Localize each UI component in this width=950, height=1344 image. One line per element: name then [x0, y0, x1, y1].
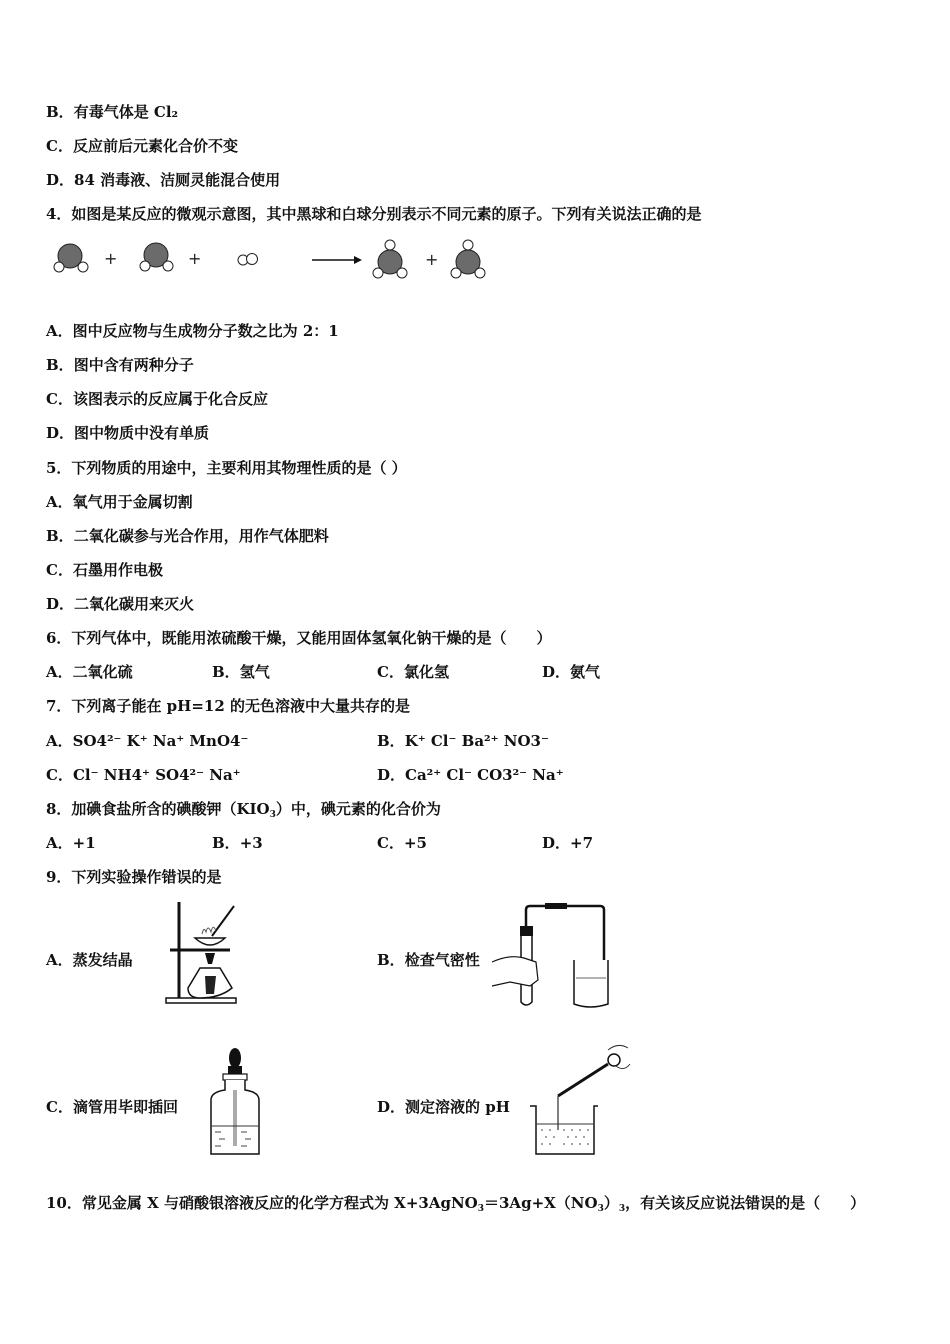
subscript: 3 — [269, 810, 276, 820]
option-letter: A． — [46, 951, 73, 969]
option-text: 图中物质中没有单质 — [74, 424, 210, 442]
q4-stem: 4．如图是某反应的微观示意图，其中黑球和白球分别表示不同元素的原子。下列有关说法正确的是 — [46, 205, 702, 223]
diatomic-molecule-icon — [238, 254, 258, 266]
option-letter: D． — [46, 424, 75, 442]
q7-option-b — [377, 731, 549, 751]
q5-option-a — [46, 492, 193, 512]
reaction-arrow-icon — [312, 256, 362, 264]
option-text: 反应前后元素化合价不变 — [72, 137, 238, 155]
q5-option-b — [46, 526, 329, 546]
subscript: 3 — [477, 1204, 484, 1214]
option-letter: A． — [46, 493, 73, 511]
q6-option-a — [46, 662, 133, 682]
option-text: 有毒气体是 Cl₂ — [73, 103, 179, 121]
q6-option-c — [377, 662, 449, 682]
option-text: +1 — [72, 834, 96, 852]
q6-stem: 6．下列气体中，既能用浓硫酸干燥，又能用固体氢氧化钠干燥的是（ ） — [46, 629, 552, 647]
option-letter: B． — [46, 527, 74, 545]
option-letter: C． — [46, 1098, 73, 1116]
q5-option-c — [46, 560, 163, 580]
option-letter: B． — [212, 834, 240, 852]
option-text: 该图表示的反应属于化合反应 — [72, 390, 268, 408]
option-letter: D． — [46, 171, 75, 189]
q6-option-b — [212, 662, 270, 682]
stem-text: ＝3Ag+X（NO — [484, 1194, 598, 1212]
option-letter: C． — [46, 766, 73, 784]
option-text: 测定溶液的 pH — [405, 1098, 510, 1116]
subscript: 3 — [618, 1204, 626, 1214]
q9-stem: 9．下列实验操作错误的是 — [46, 868, 222, 886]
q8-stem — [46, 799, 441, 819]
q8-option-d — [542, 833, 593, 853]
option-letter: A． — [46, 834, 73, 852]
option-text: 氯化氢 — [403, 663, 449, 681]
option-text: 二氧化硫 — [72, 663, 133, 681]
q4-option-a — [46, 321, 339, 341]
option-letter: B． — [212, 663, 240, 681]
option-text: 滴管用毕即插回 — [72, 1098, 178, 1116]
svg-text:+: + — [104, 249, 118, 268]
molecule-icon — [54, 244, 88, 272]
option-letter: D． — [46, 595, 75, 613]
option-text: +3 — [239, 834, 263, 852]
q7-option-c — [46, 765, 241, 785]
q3-option-b — [46, 102, 178, 122]
option-text: 84 消毒液、洁厕灵能混合使用 — [74, 171, 281, 189]
option-letter: A． — [46, 663, 73, 681]
option-letter: C． — [46, 390, 73, 408]
option-text: 氧气用于金属切割 — [72, 493, 193, 511]
option-letter: C． — [46, 561, 73, 579]
molecule-icon — [140, 243, 173, 271]
stem-text: 8．加碘食盐所含的碘酸钾（KIO — [46, 800, 270, 818]
option-text: SO4²⁻ K⁺ Na⁺ MnO4⁻ — [72, 732, 249, 750]
option-letter: D． — [542, 834, 571, 852]
option-letter: B． — [46, 103, 74, 121]
stem-text: ，有关该反应说法错误的是（ ） — [625, 1194, 866, 1212]
option-letter: D． — [377, 1098, 406, 1116]
subscript: 3 — [597, 1204, 604, 1214]
option-letter: A． — [46, 322, 73, 340]
q9-option-a — [46, 950, 133, 970]
option-text: 二氧化碳用来灭火 — [74, 595, 195, 613]
option-letter: C． — [46, 137, 73, 155]
option-letter: D． — [377, 766, 406, 784]
q8-option-c — [377, 833, 427, 853]
option-letter: C． — [377, 663, 404, 681]
option-text: 氢气 — [239, 663, 270, 681]
stem-text: ） — [603, 1194, 619, 1212]
q6-option-d — [542, 662, 600, 682]
option-letter: A． — [46, 732, 73, 750]
airtightness-check-icon — [490, 902, 620, 1012]
q10-stem — [46, 1193, 865, 1213]
molecule-icon — [451, 240, 485, 278]
option-text: 蒸发结晶 — [72, 951, 133, 969]
molecule-icon — [373, 240, 407, 278]
option-letter: D． — [542, 663, 571, 681]
q4-option-b — [46, 355, 194, 375]
option-text: 检查气密性 — [404, 951, 480, 969]
option-text: +5 — [403, 834, 427, 852]
ph-test-beaker-icon — [528, 1040, 638, 1160]
dropper-bottle-icon — [205, 1046, 265, 1161]
option-letter: B． — [46, 356, 74, 374]
option-text: Cl⁻ NH4⁺ SO4²⁻ Na⁺ — [72, 766, 241, 784]
q9-option-c — [46, 1097, 178, 1117]
option-text: 图中含有两种分子 — [73, 356, 194, 374]
option-letter: B． — [377, 951, 405, 969]
q8-option-a — [46, 833, 96, 853]
q9-option-b — [377, 950, 480, 970]
evaporation-apparatus-icon — [160, 898, 250, 1008]
option-text: 石墨用作电极 — [72, 561, 163, 579]
option-text: 氨气 — [570, 663, 601, 681]
q8-option-b — [212, 833, 263, 853]
reaction-microscopic-diagram — [40, 232, 510, 288]
option-text: 二氧化碳参与光合作用，用作气体肥料 — [73, 527, 329, 545]
q5-option-d — [46, 594, 194, 614]
option-text: 图中反应物与生成物分子数之比为 2：1 — [72, 322, 339, 340]
q4-option-d — [46, 423, 209, 443]
option-letter: C． — [377, 834, 404, 852]
option-text: +7 — [570, 834, 594, 852]
q7-option-a — [46, 731, 248, 751]
option-letter: B． — [377, 732, 405, 750]
q7-stem: 7．下列离子能在 pH=12 的无色溶液中大量共存的是 — [46, 697, 410, 715]
svg-text:+: + — [425, 250, 439, 269]
svg-text:+: + — [188, 249, 202, 268]
q4-option-c — [46, 389, 268, 409]
option-text: K⁺ Cl⁻ Ba²⁺ NO3⁻ — [404, 732, 549, 750]
q3-option-d — [46, 170, 280, 190]
q7-option-d — [377, 765, 564, 785]
q9-option-d — [377, 1097, 510, 1117]
option-text: Ca²⁺ Cl⁻ CO3²⁻ Na⁺ — [405, 766, 564, 784]
q3-option-c — [46, 136, 238, 156]
stem-text: 10．常见金属 X 与硝酸银溶液反应的化学方程式为 X+3AgNO — [46, 1194, 478, 1212]
q5-stem: 5．下列物质的用途中，主要利用其物理性质的是（ ） — [46, 459, 407, 477]
stem-text: ）中，碘元素的化合价为 — [275, 800, 441, 818]
